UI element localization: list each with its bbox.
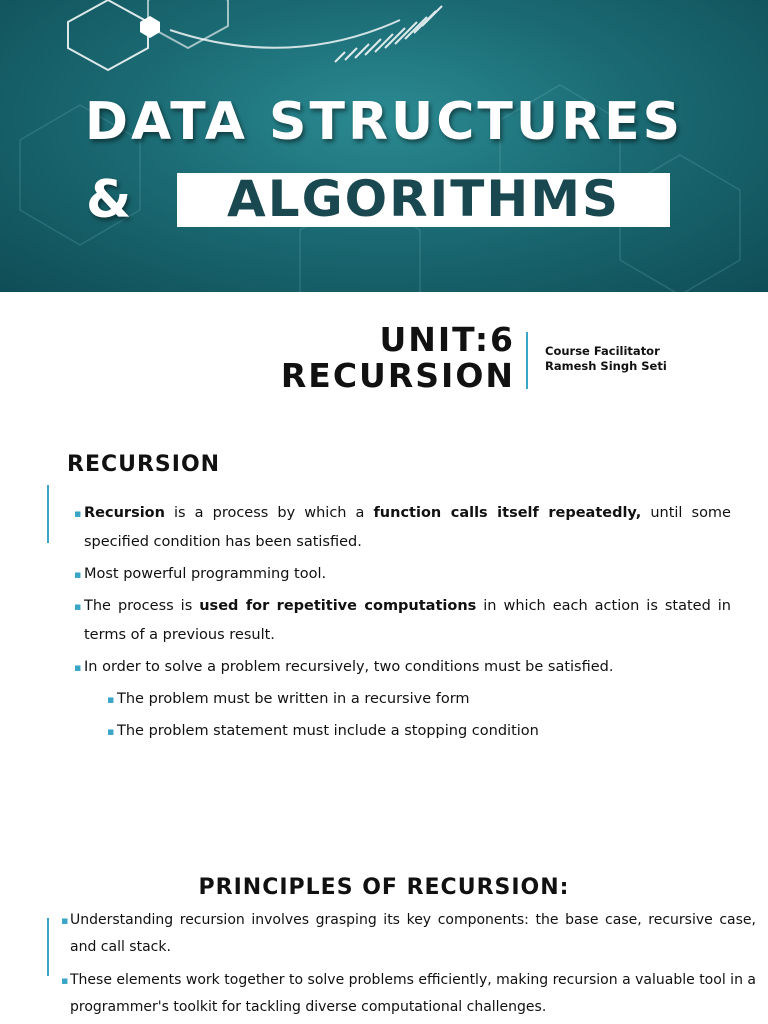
principles-paragraph-1: [61, 907, 756, 961]
text: These elements work together to solve problems efficiently, making recursion a valuable tool in a programmer's toolkit for tackling diverse computational challenges.: [70, 972, 756, 1015]
text: until some specified condition has been satisfied.: [84, 505, 731, 550]
section-heading-principles: PRINCIPLES OF RECURSION:: [198, 875, 570, 900]
facilitator-name: Ramesh Singh Seti: [545, 359, 667, 373]
bullet-icon: ▪: [74, 507, 82, 520]
divider-bar: [526, 332, 528, 389]
banner-title-line2: ALGORITHMS: [227, 170, 620, 228]
bullet-icon: ▪: [74, 568, 82, 581]
banner-ampersand: &: [86, 170, 132, 230]
title-banner: [0, 0, 768, 292]
text: Understanding recursion involves grasping its key components: the base case, recursive case, and call stack.: [70, 912, 756, 955]
text: is a process by which a: [164, 505, 374, 521]
text: The problem must be written in a recursive form: [117, 691, 470, 707]
bullet-icon: ▪: [74, 600, 82, 613]
text: The process is: [84, 598, 200, 614]
accent-bar: [47, 918, 49, 976]
bold-term: Recursion: [84, 505, 165, 521]
text: In order to solve a problem recursively, two conditions must be satisfied.: [84, 659, 614, 675]
banner-title-line1: DATA STRUCTURES: [84, 92, 684, 152]
text: in which each action is stated in terms of a previous result.: [84, 598, 731, 643]
bullet-repetitive-computations: [74, 592, 731, 650]
bullet-icon: ▪: [61, 974, 69, 987]
bullet-icon: ▪: [107, 693, 115, 706]
facilitator-block: [545, 344, 667, 374]
unit-title: [281, 322, 515, 394]
sub-bullet-stopping-condition: [107, 717, 731, 746]
bold-term: function calls itself repeatedly,: [373, 505, 642, 521]
bullet-powerful-tool: [74, 560, 731, 589]
facilitator-label: Course Facilitator: [545, 344, 660, 358]
section-heading-recursion: RECURSION: [67, 452, 221, 477]
bullet-recursion-definition: [74, 499, 731, 557]
principles-paragraph-2: [61, 967, 756, 1021]
bullet-icon: ▪: [61, 914, 69, 927]
bullet-icon: ▪: [107, 725, 115, 738]
bold-term: used for repetitive computations: [199, 598, 477, 614]
unit-topic: RECURSION: [280, 356, 515, 395]
unit-number: UNIT:6: [379, 320, 515, 359]
sub-bullet-recursive-form: [107, 685, 731, 714]
bullet-icon: ▪: [74, 661, 82, 674]
accent-bar: [47, 485, 49, 543]
bullet-two-conditions: [74, 653, 731, 682]
text: Most powerful programming tool.: [84, 566, 327, 582]
text: The problem statement must include a stopping condition: [117, 723, 539, 739]
